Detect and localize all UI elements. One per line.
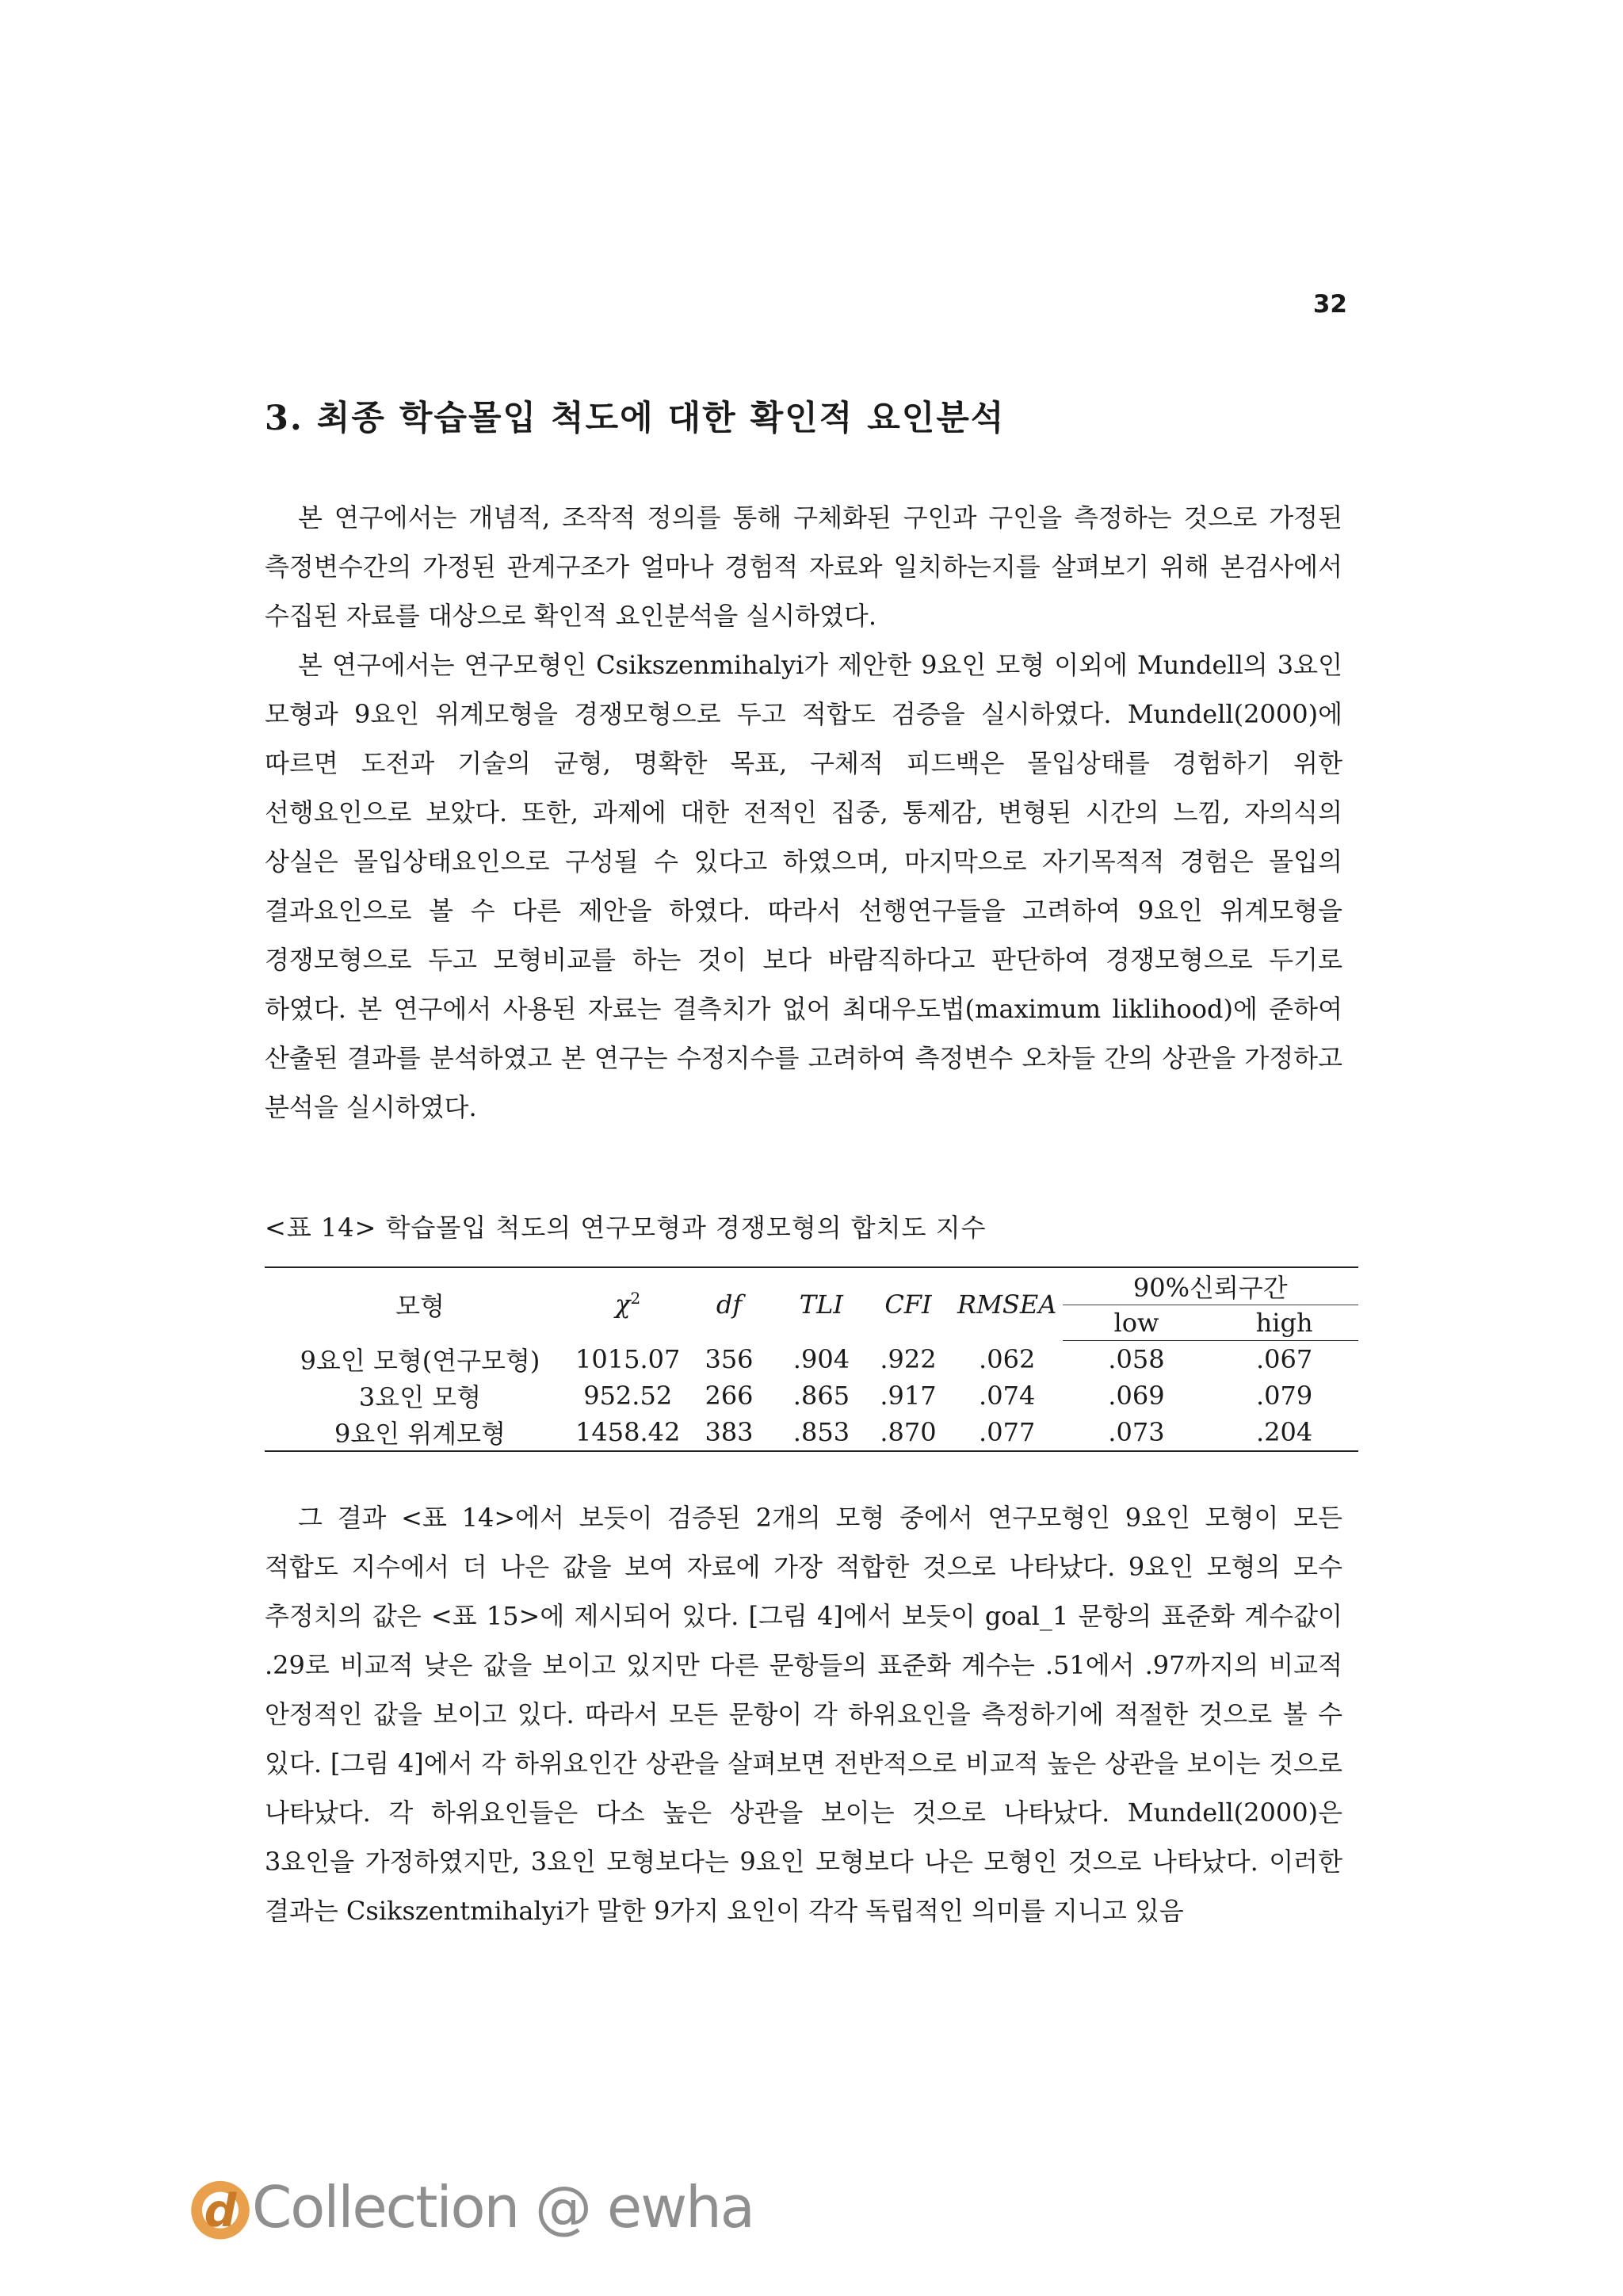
paragraph-1: 본 연구에서는 개념적, 조작적 정의를 통해 구체화된 구인과 구인을 측정하는 것으로 가정된 측정변수간의 가정된 관계구조가 얼마나 경험적 자료와 일치하는지를 살펴보기 위해 본검사에서 수집된 자료를 대상으로 확인적 요인분석을 실시하였다. xyxy=(265,502,1342,631)
cell-low: .073 xyxy=(1063,1414,1211,1451)
cell-low: .069 xyxy=(1108,1380,1165,1411)
table-row xyxy=(265,1414,1358,1451)
paragraph-3: 그 결과 <표 14>에서 보듯이 검증된 2개의 모형 중에서 연구모형인 9요인 모형이 모든 적합도 지수에서 더 나은 값을 보여 자료에 가장 적합한 것으로 나타났다. 9요인 모형의 모수 추정치의 값은 <표 15>에 제시되어 있다. [그림 4]에서 보듯이 goal_1 문항의 표준화 계수값이 .29로 비교적 낮은 값을 보이고 있지만 다른 문항들의 표준화 계수는 .51에서 .97까지의 비교적 안정적인 값을 보이고 있다. 따라서 모든 문항이 각 하위요인을 측정하기에 적절한 것으로 볼 수 있다. [그림 4]에서 각 하위요인간 상관을 살펴보면 전반적으로 비교적 높은 상관을 보이는 것으로 나타났다. 각 하위요인들은 다소 높은 상관을 보이는 것으로 나타났다. Mundell(2000)은 3요인을 가정하였지만, 3요인 모형보다는 9요인 모형보다 나은 모형인 것으로 나타났다. 이러한 결과는 Csikszentmihalyi가 말한 9가지 요인이 각각 독립적인 의미를 지니고 있음 xyxy=(265,1503,1342,1926)
cell-model: 9요인 위계모형 xyxy=(265,1414,575,1451)
cell-model: 9요인 모형(연구모형) xyxy=(300,1345,540,1376)
cell-cfi: .922 xyxy=(880,1343,937,1374)
header-cfi: CFI xyxy=(865,1267,952,1341)
cell-df: 383 xyxy=(680,1414,777,1451)
header-df: df xyxy=(680,1267,777,1341)
cell-tli: .904 xyxy=(792,1343,850,1374)
section-title: 3. 최종 학습몰입 척도에 대한 확인적 요인분석 xyxy=(265,399,1006,438)
logo-letter: d xyxy=(204,2184,237,2237)
body-text-before-table xyxy=(265,493,1342,1132)
cell-rmsea: .077 xyxy=(952,1414,1063,1451)
table-row xyxy=(265,1341,1358,1377)
chi-symbol: χ xyxy=(615,1289,631,1320)
chi-superscript: 2 xyxy=(630,1289,641,1308)
body-text-after-table xyxy=(265,1493,1342,1935)
header-low: low xyxy=(1063,1305,1211,1341)
header-tli: TLI xyxy=(778,1267,865,1341)
dcollection-logo-icon xyxy=(184,2171,257,2244)
cell-model: 3요인 모형 xyxy=(358,1381,482,1412)
fit-index-table xyxy=(265,1266,1358,1452)
table-row xyxy=(265,1377,1358,1414)
cell-chi: 1458.42 xyxy=(575,1414,680,1451)
cell-high: .067 xyxy=(1256,1343,1313,1374)
cell-cfi: .917 xyxy=(880,1380,937,1411)
cell-rmsea: .074 xyxy=(979,1380,1036,1411)
dcollection-logo xyxy=(184,2168,754,2247)
cell-df: 356 xyxy=(705,1343,754,1374)
header-model: 모형 xyxy=(265,1267,575,1341)
cell-high: .079 xyxy=(1256,1380,1313,1411)
cell-high: .204 xyxy=(1210,1414,1358,1451)
header-rmsea: RMSEA xyxy=(952,1267,1063,1341)
cell-chi: 1015.07 xyxy=(575,1343,681,1374)
header-high: high xyxy=(1210,1305,1358,1341)
cell-chi: 952.52 xyxy=(583,1380,673,1411)
cell-cfi: .870 xyxy=(865,1414,952,1451)
cell-tli: .853 xyxy=(778,1414,865,1451)
logo-wordmark: Collection @ ewha xyxy=(252,2174,754,2241)
header-chi-square xyxy=(575,1267,680,1341)
cell-rmsea: .062 xyxy=(979,1343,1036,1374)
page-number: 32 xyxy=(1312,290,1347,319)
cell-df: 266 xyxy=(705,1380,754,1411)
paragraph-2: 본 연구에서는 연구모형인 Csikszenmihalyi가 제안한 9요인 모형 이외에 Mundell의 3요인 모형과 9요인 위계모형을 경쟁모형으로 두고 적합도 검증을 실시하였다. Mundell(2000)에 따르면 도전과 기술의 균형, 명확한 목표, 구체적 피드백은 몰입상태를 경험하기 위한 선행요인으로 보았다. 또한, 과제에 대한 전적인 집중, 통제감, 변형된 시간의 느낌, 자의식의 상실은 몰입상태요인으로 구성될 수 있다고 하였으며, 마지막으로 자기목적적 경험은 몰입의 결과요인으로 볼 수 다른 제안을 하였다. 따라서 선행연구들을 고려하여 9요인 위계모형을 경쟁모형으로 두고 모형비교를 하는 것이 보다 바람직하다고 판단하여 경쟁모형으로 두기로 하였다. 본 연구에서 사용된 자료는 결측치가 없어 최대우도법(maximum liklihood)에 준하여 산출된 결과를 분석하였고 본 연구는 수정지수를 고려하여 측정변수 오차들 간의 상관을 가정하고 분석을 실시하였다. xyxy=(265,650,1342,1122)
table-caption: <표 14> 학습몰입 척도의 연구모형과 경쟁모형의 합치도 지수 xyxy=(265,1213,987,1243)
cell-low: .058 xyxy=(1108,1343,1165,1374)
cell-tli: .865 xyxy=(792,1380,850,1411)
header-confidence-interval: 90%신뢰구간 xyxy=(1063,1267,1358,1305)
